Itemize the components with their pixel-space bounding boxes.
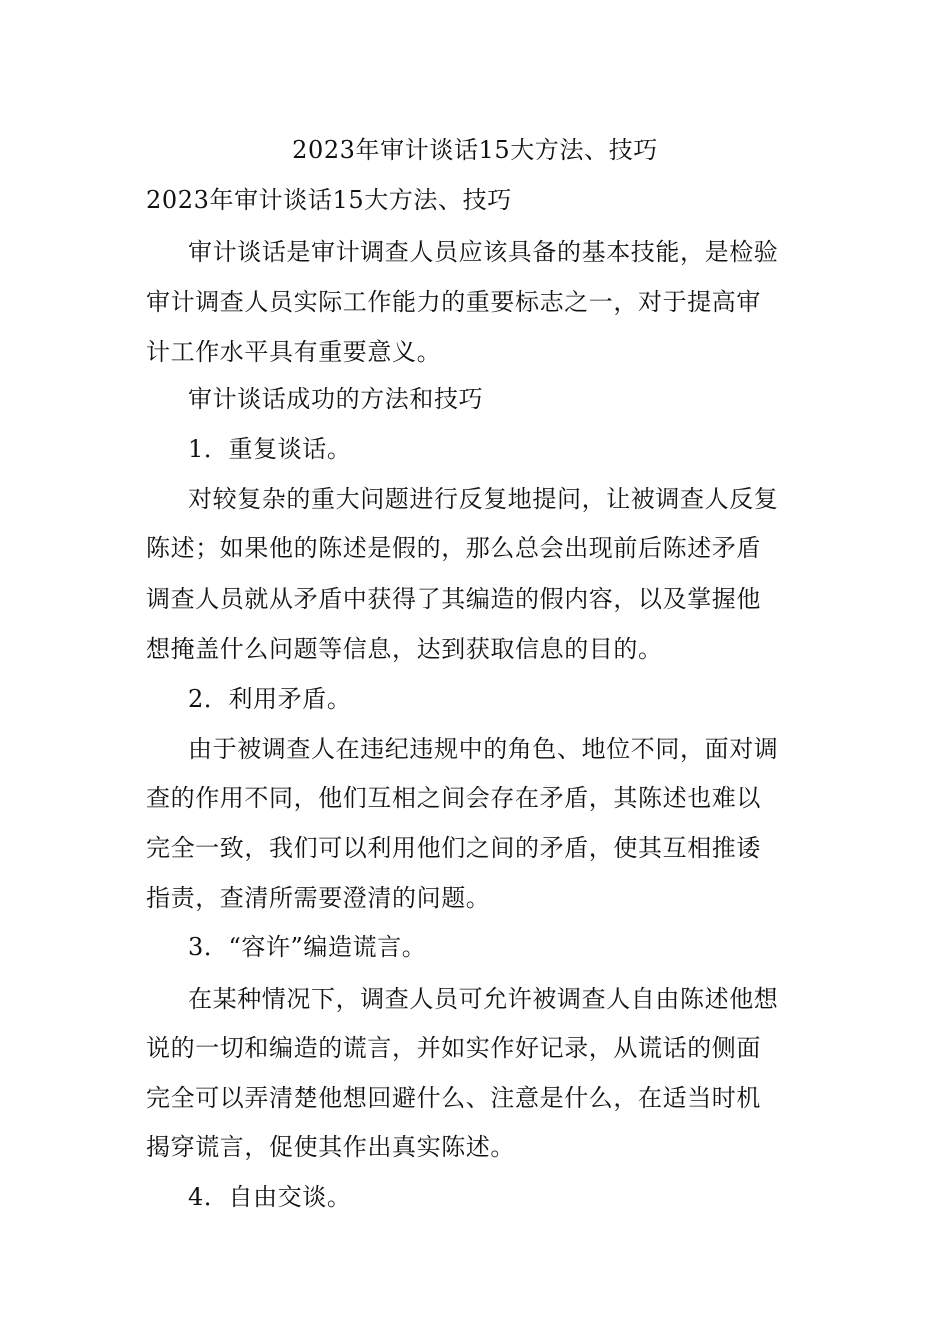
paragraph-line: 在某种情况下，调查人员可允许被调查人自由陈述他想 <box>188 985 779 1013</box>
paragraph-line: 陈述；如果他的陈述是假的，那么总会出现前后陈述矛盾 <box>146 534 761 562</box>
paragraph-line: 由于被调查人在违纪违规中的角色、地位不同，面对调 <box>188 735 779 763</box>
document-title: 2023年审计谈话15大方法、技巧 <box>292 136 658 164</box>
paragraph-line: 揭穿谎言，促使其作出真实陈述。 <box>146 1133 515 1161</box>
list-heading: 3．“容许”编造谎言。 <box>188 933 427 961</box>
section-heading: 审计谈话成功的方法和技巧 <box>188 385 484 413</box>
paragraph-line: 计工作水平具有重要意义。 <box>146 338 442 366</box>
list-heading: 1．重复谈话。 <box>188 435 352 463</box>
list-heading: 2．利用矛盾。 <box>188 685 352 713</box>
list-heading: 4．自由交谈。 <box>188 1183 352 1211</box>
paragraph-line: 调查人员就从矛盾中获得了其编造的假内容，以及掌握他 <box>146 585 761 613</box>
document-subtitle: 2023年审计谈话15大方法、技巧 <box>146 186 512 214</box>
paragraph-line: 审计调查人员实际工作能力的重要标志之一，对于提高审 <box>146 288 761 316</box>
paragraph-line: 想掩盖什么问题等信息，达到获取信息的目的。 <box>146 635 663 663</box>
paragraph-line: 查的作用不同，他们互相之间会存在矛盾，其陈述也难以 <box>146 784 761 812</box>
paragraph-line: 对较复杂的重大问题进行反复地提问，让被调查人反复 <box>188 485 779 513</box>
paragraph-line: 审计谈话是审计调查人员应该具备的基本技能，是检验 <box>188 238 779 266</box>
paragraph-line: 说的一切和编造的谎言，并如实作好记录，从谎话的侧面 <box>146 1034 761 1062</box>
paragraph-line: 完全一致，我们可以利用他们之间的矛盾，使其互相推诿 <box>146 834 761 862</box>
paragraph-line: 指责，查清所需要澄清的问题。 <box>146 884 491 912</box>
paragraph-line: 完全可以弄清楚他想回避什么、注意是什么，在适当时机 <box>146 1084 761 1112</box>
